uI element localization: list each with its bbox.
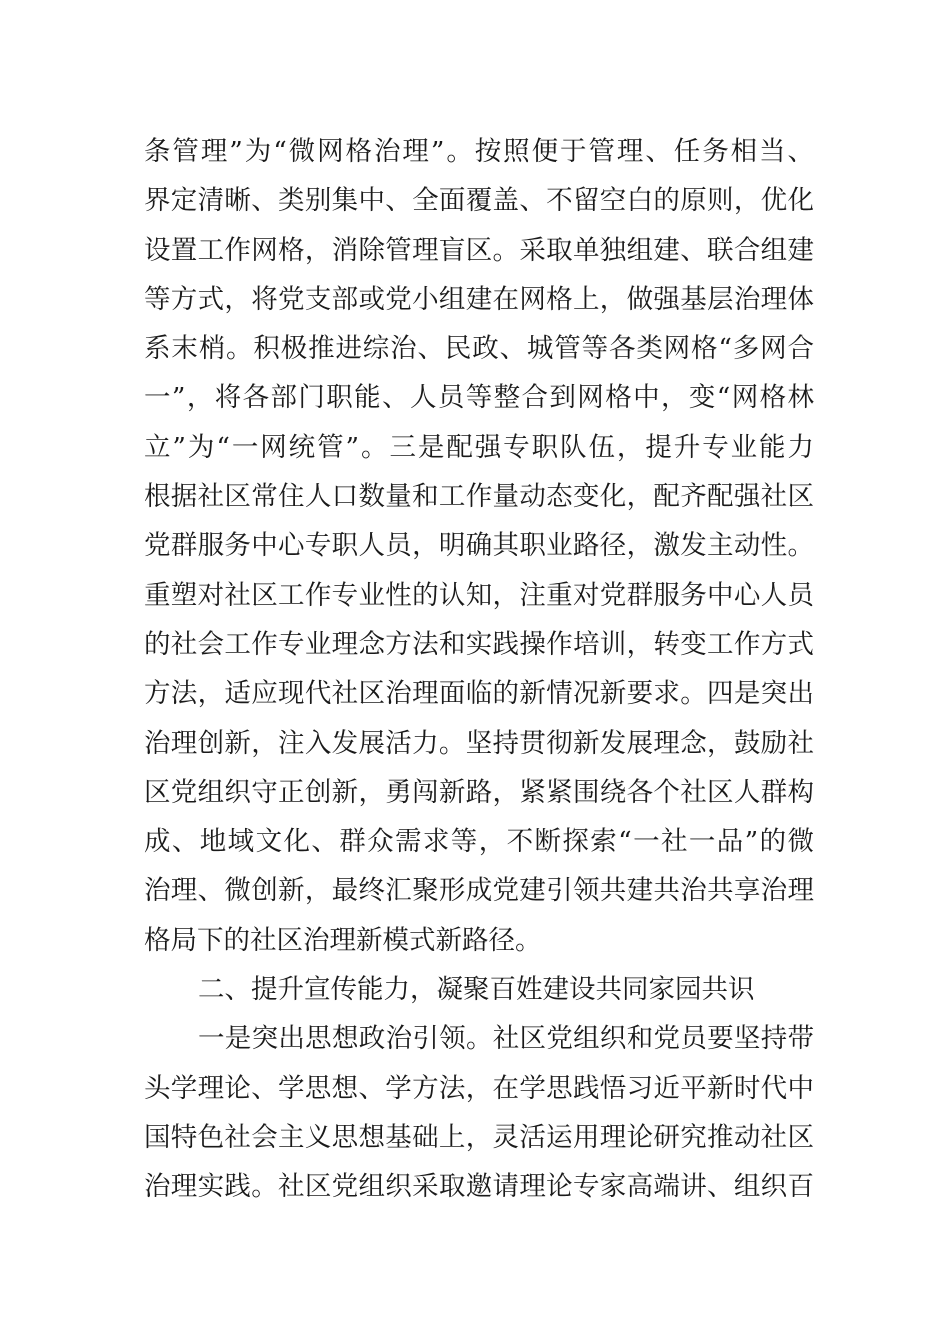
text-line: 系末梢。积极推进综治、民政、城管等各类网格“多网合 (144, 333, 814, 365)
text-line: 区党组织守正创新，勇闯新路，紧紧围绕各个社区人群构 (144, 776, 814, 808)
text-line: 头学理论、学思想、学方法，在学思践悟习近平新时代中 (144, 1072, 814, 1104)
text-line: 界定清晰、类别集中、全面覆盖、不留空白的原则，优化 (144, 185, 814, 217)
text-line: 设置工作网格，消除管理盲区。采取单独组建、联合组建 (144, 234, 814, 266)
text-line: 治理实践。社区党组织采取邀请理论专家高端讲、组织百 (144, 1171, 814, 1203)
text-line: 一是突出思想政治引领。社区党组织和党员要坚持带 (198, 1023, 814, 1055)
text-line: 一”，将各部门职能、人员等整合到网格中，变“网格林 (144, 382, 814, 414)
text-line: 成、地域文化、群众需求等，不断探索“一社一品”的微 (144, 826, 814, 858)
text-line: 党群服务中心专职人员，明确其职业路径，激发主动性。 (144, 530, 814, 562)
text-line: 立”为“一网统管”。三是配强专职队伍，提升专业能力 (144, 431, 814, 463)
text-line: 重塑对社区工作专业性的认知，注重对党群服务中心人员 (144, 579, 814, 611)
text-line: 的社会工作专业理念方法和实践操作培训，转变工作方式 (144, 628, 814, 660)
text-line: 方法，适应现代社区治理面临的新情况新要求。四是突出 (144, 678, 814, 710)
document-body (144, 127, 814, 1212)
text-line: 治理、微创新，最终汇聚形成党建引领共建共治共享治理 (144, 875, 814, 907)
section-heading: 二、提升宣传能力，凝聚百姓建设共同家园共识 (198, 974, 755, 1006)
text-line: 治理创新，注入发展活力。坚持贯彻新发展理念，鼓励社 (144, 727, 814, 759)
text-line: 根据社区常住人口数量和工作量动态变化，配齐配强社区 (144, 481, 814, 513)
text-line: 条管理”为“微网格治理”。按照便于管理、任务相当、 (144, 136, 814, 167)
text-line: 格局下的社区治理新模式新路径。 (144, 924, 542, 956)
text-line: 国特色社会主义思想基础上，灵活运用理论研究推动社区 (144, 1121, 814, 1153)
text-line: 等方式，将党支部或党小组建在网格上，做强基层治理体 (144, 283, 814, 315)
